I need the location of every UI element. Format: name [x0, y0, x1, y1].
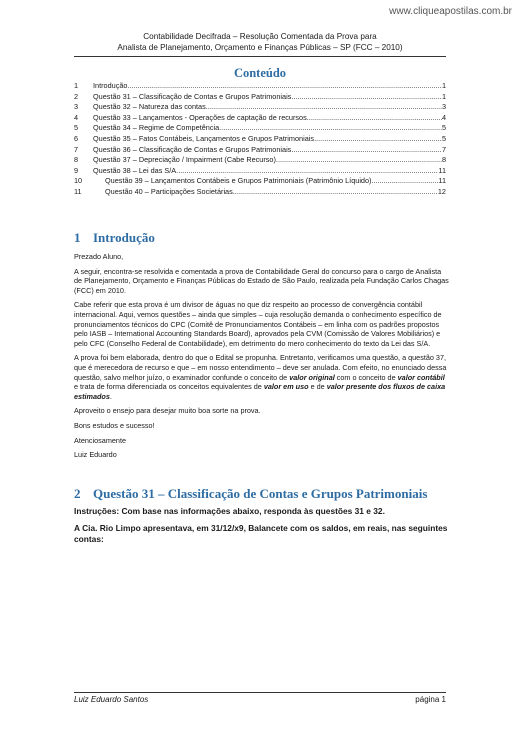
toc-entry[interactable] [74, 145, 446, 156]
toc-entry[interactable] [74, 123, 446, 134]
toc-entry-number: 6 [74, 133, 79, 143]
toc-entry[interactable] [74, 134, 446, 145]
paragraph-5: Bons estudos e sucesso! [74, 420, 155, 430]
toc-entry-number: 7 [74, 144, 79, 154]
footer-page-number: página 1 [415, 695, 446, 704]
paragraph-3-text: e trata de forma diferenciada os conceitos equivalentes de [74, 382, 264, 392]
toc-entry-number: 3 [74, 102, 79, 112]
toc-entry-page: 12 [437, 186, 446, 196]
toc-entry-page: 3 [441, 102, 446, 112]
toc-entry-label: Questão 31 – Classificação de Contas e Grupos Patrimoniais [93, 91, 292, 101]
toc-entry-label: Questão 39 – Lançamentos Contábeis e Grupos Patrimoniais (Patrimônio Líquido) [105, 176, 372, 186]
section-title: Introdução [93, 230, 155, 245]
paragraph-3-text: . [109, 391, 112, 401]
toc-entry[interactable] [74, 92, 446, 103]
toc-dot-leader [219, 123, 442, 132]
toc-entry-number: 11 [74, 186, 82, 196]
toc-entry-number: 2 [74, 91, 79, 101]
section-title: Questão 31 – Classificação de Contas e Grupos Patrimoniais [93, 486, 428, 501]
header-divider [74, 56, 446, 57]
emphasis-valor-contabil: valor contábil [397, 372, 445, 382]
emphasis-valor-original: valor original [289, 372, 335, 382]
toc-entry-label: Questão 35 – Fatos Contábeis, Lançamentos e Grupos Patrimoniais [93, 133, 315, 143]
instructions: Instruções: Com base nas informações abaixo, responda às questões 31 e 32. [74, 506, 385, 516]
toc-entry-number: 4 [74, 112, 79, 122]
question-statement: A Cia. Rio Limpo apresentava, em 31/12/x9, Balancete com os saldos, em reais, nas seguintes contas: [74, 522, 448, 544]
toc-dot-leader [127, 81, 441, 90]
table-of-contents [74, 81, 446, 198]
toc-entry-number: 10 [74, 176, 83, 186]
paragraph-3-text: A prova foi bem elaborada, dentro do que o Edital se propunha. Entretanto, verificamos uma questão, a questão 37, que é merecedora de recurso e que – em nosso entendimento – deve ser anulada. Com efeito, no enunciado dessa questão, salvo melhor juízo, o examinador confunde o conceito de [74, 353, 447, 382]
toc-entry-label: Questão 33 – Lançamentos - Operações de captação de recursos [93, 112, 307, 122]
toc-entry-number: 1 [74, 81, 79, 90]
toc-dot-leader [291, 92, 442, 101]
footer-divider [74, 692, 446, 693]
toc-entry-label: Questão 36 – Classificação de Contas e Grupos Patrimoniais [93, 144, 292, 154]
section-heading-introducao[interactable] [74, 230, 155, 246]
toc-dot-leader [291, 145, 442, 154]
header-line-1: Contabilidade Decifrada – Resolução Comentada da Prova para [143, 32, 377, 41]
toc-entry-number: 5 [74, 123, 79, 133]
toc-dot-leader [307, 113, 442, 122]
toc-entry-label: Questão 38 – Lei das S/A [93, 165, 177, 175]
toc-entry-page: 11 [438, 176, 446, 186]
toc-dot-leader [276, 155, 442, 164]
watermark-url[interactable]: www.cliqueapostilas.com.br [389, 6, 512, 17]
toc-entry-number: 9 [74, 165, 79, 175]
header-line-2: Analista de Planejamento, Orçamento e Finanças Públicas – SP (FCC – 2010) [117, 43, 403, 52]
running-header [0, 31, 520, 53]
emphasis-valor-presente: valor presente dos fluxos de caixa estimados [74, 382, 446, 401]
paragraph-3 [74, 353, 450, 401]
paragraph-2: Cabe referir que esta prova é um divisor de águas no que diz respeito ao processo de convergência contábil internacional. Aqui, vemos questões – ainda que simples – cuja resolução demanda o conhecimento específico de pronunciamentos técnicos do CPC (Comitê de Pronunciamentos Contábeis – em linha com os padrões propostos pelo IASB – International Accounting Standards Board), aprovados pela CVM (Comissão de Valores Mobiliários) e pelo CFC (Conselho Federal de Contabilidade), em detrimento do mero conhecimento do texto da Lei das S/A. [74, 300, 442, 348]
toc-entry[interactable] [74, 166, 446, 177]
closing: Atenciosamente [74, 435, 126, 445]
toc-entry-page: 8 [441, 155, 446, 165]
emphasis-valor-em-uso: valor em uso [263, 382, 309, 392]
question-31-body [74, 506, 450, 551]
toc-dot-leader [206, 102, 442, 111]
toc-entry-label: Introdução [93, 81, 128, 90]
toc-entry[interactable] [74, 176, 446, 187]
section-heading-questao-31[interactable] [74, 486, 427, 502]
toc-entry-label: Questão 37 – Depreciação / Impairment (Cabe Recurso) [93, 155, 276, 165]
toc-entry-number: 8 [74, 155, 79, 165]
toc-entry-page: 7 [441, 144, 446, 154]
toc-title: Conteúdo [233, 66, 287, 80]
toc-dot-leader [371, 176, 438, 185]
toc-entry[interactable] [74, 81, 446, 92]
section-number: 2 [74, 486, 81, 501]
toc-entry-page: 1 [441, 81, 446, 90]
toc-entry-label: Questão 34 – Regime de Competência [93, 123, 220, 133]
toc-entry-label: Questão 40 – Participações Societárias [105, 186, 233, 196]
toc-dot-leader [176, 166, 438, 175]
toc-entry[interactable] [74, 113, 446, 124]
toc-entry-label: Questão 32 – Natureza das contas [93, 102, 206, 112]
paragraph-3-text: e de [308, 382, 327, 392]
paragraph-1: A seguir, encontra-se resolvida e comentada a prova de Contabilidade Geral do concurso para o cargo de Analista de Planejamento, Orçamento e Finanças Públicas do Estado de São Paulo, realizada pela Fundação Carlos Chagas (FCC) em 2010. [74, 266, 449, 295]
signature-name: Luiz Eduardo [74, 450, 117, 460]
paragraph-3-text: com o conceito de [334, 372, 398, 382]
toc-entry[interactable] [74, 187, 446, 198]
footer-author: Luiz Eduardo Santos [74, 695, 149, 704]
greeting: Prezado Aluno, [74, 252, 124, 261]
toc-entry[interactable] [74, 102, 446, 113]
toc-entry-page: 5 [441, 123, 446, 133]
toc-entry-page: 1 [441, 91, 446, 101]
paragraph-4: Aproveito o ensejo para desejar muito boa sorte na prova. [74, 406, 261, 416]
toc-entry-page: 4 [441, 112, 446, 122]
toc-dot-leader [314, 134, 442, 143]
toc-entry-page: 5 [441, 133, 446, 143]
introduction-body [74, 252, 450, 465]
section-number: 1 [74, 230, 81, 245]
toc-dot-leader [233, 187, 438, 196]
toc-entry[interactable] [74, 155, 446, 166]
toc-entry-page: 11 [438, 165, 446, 175]
